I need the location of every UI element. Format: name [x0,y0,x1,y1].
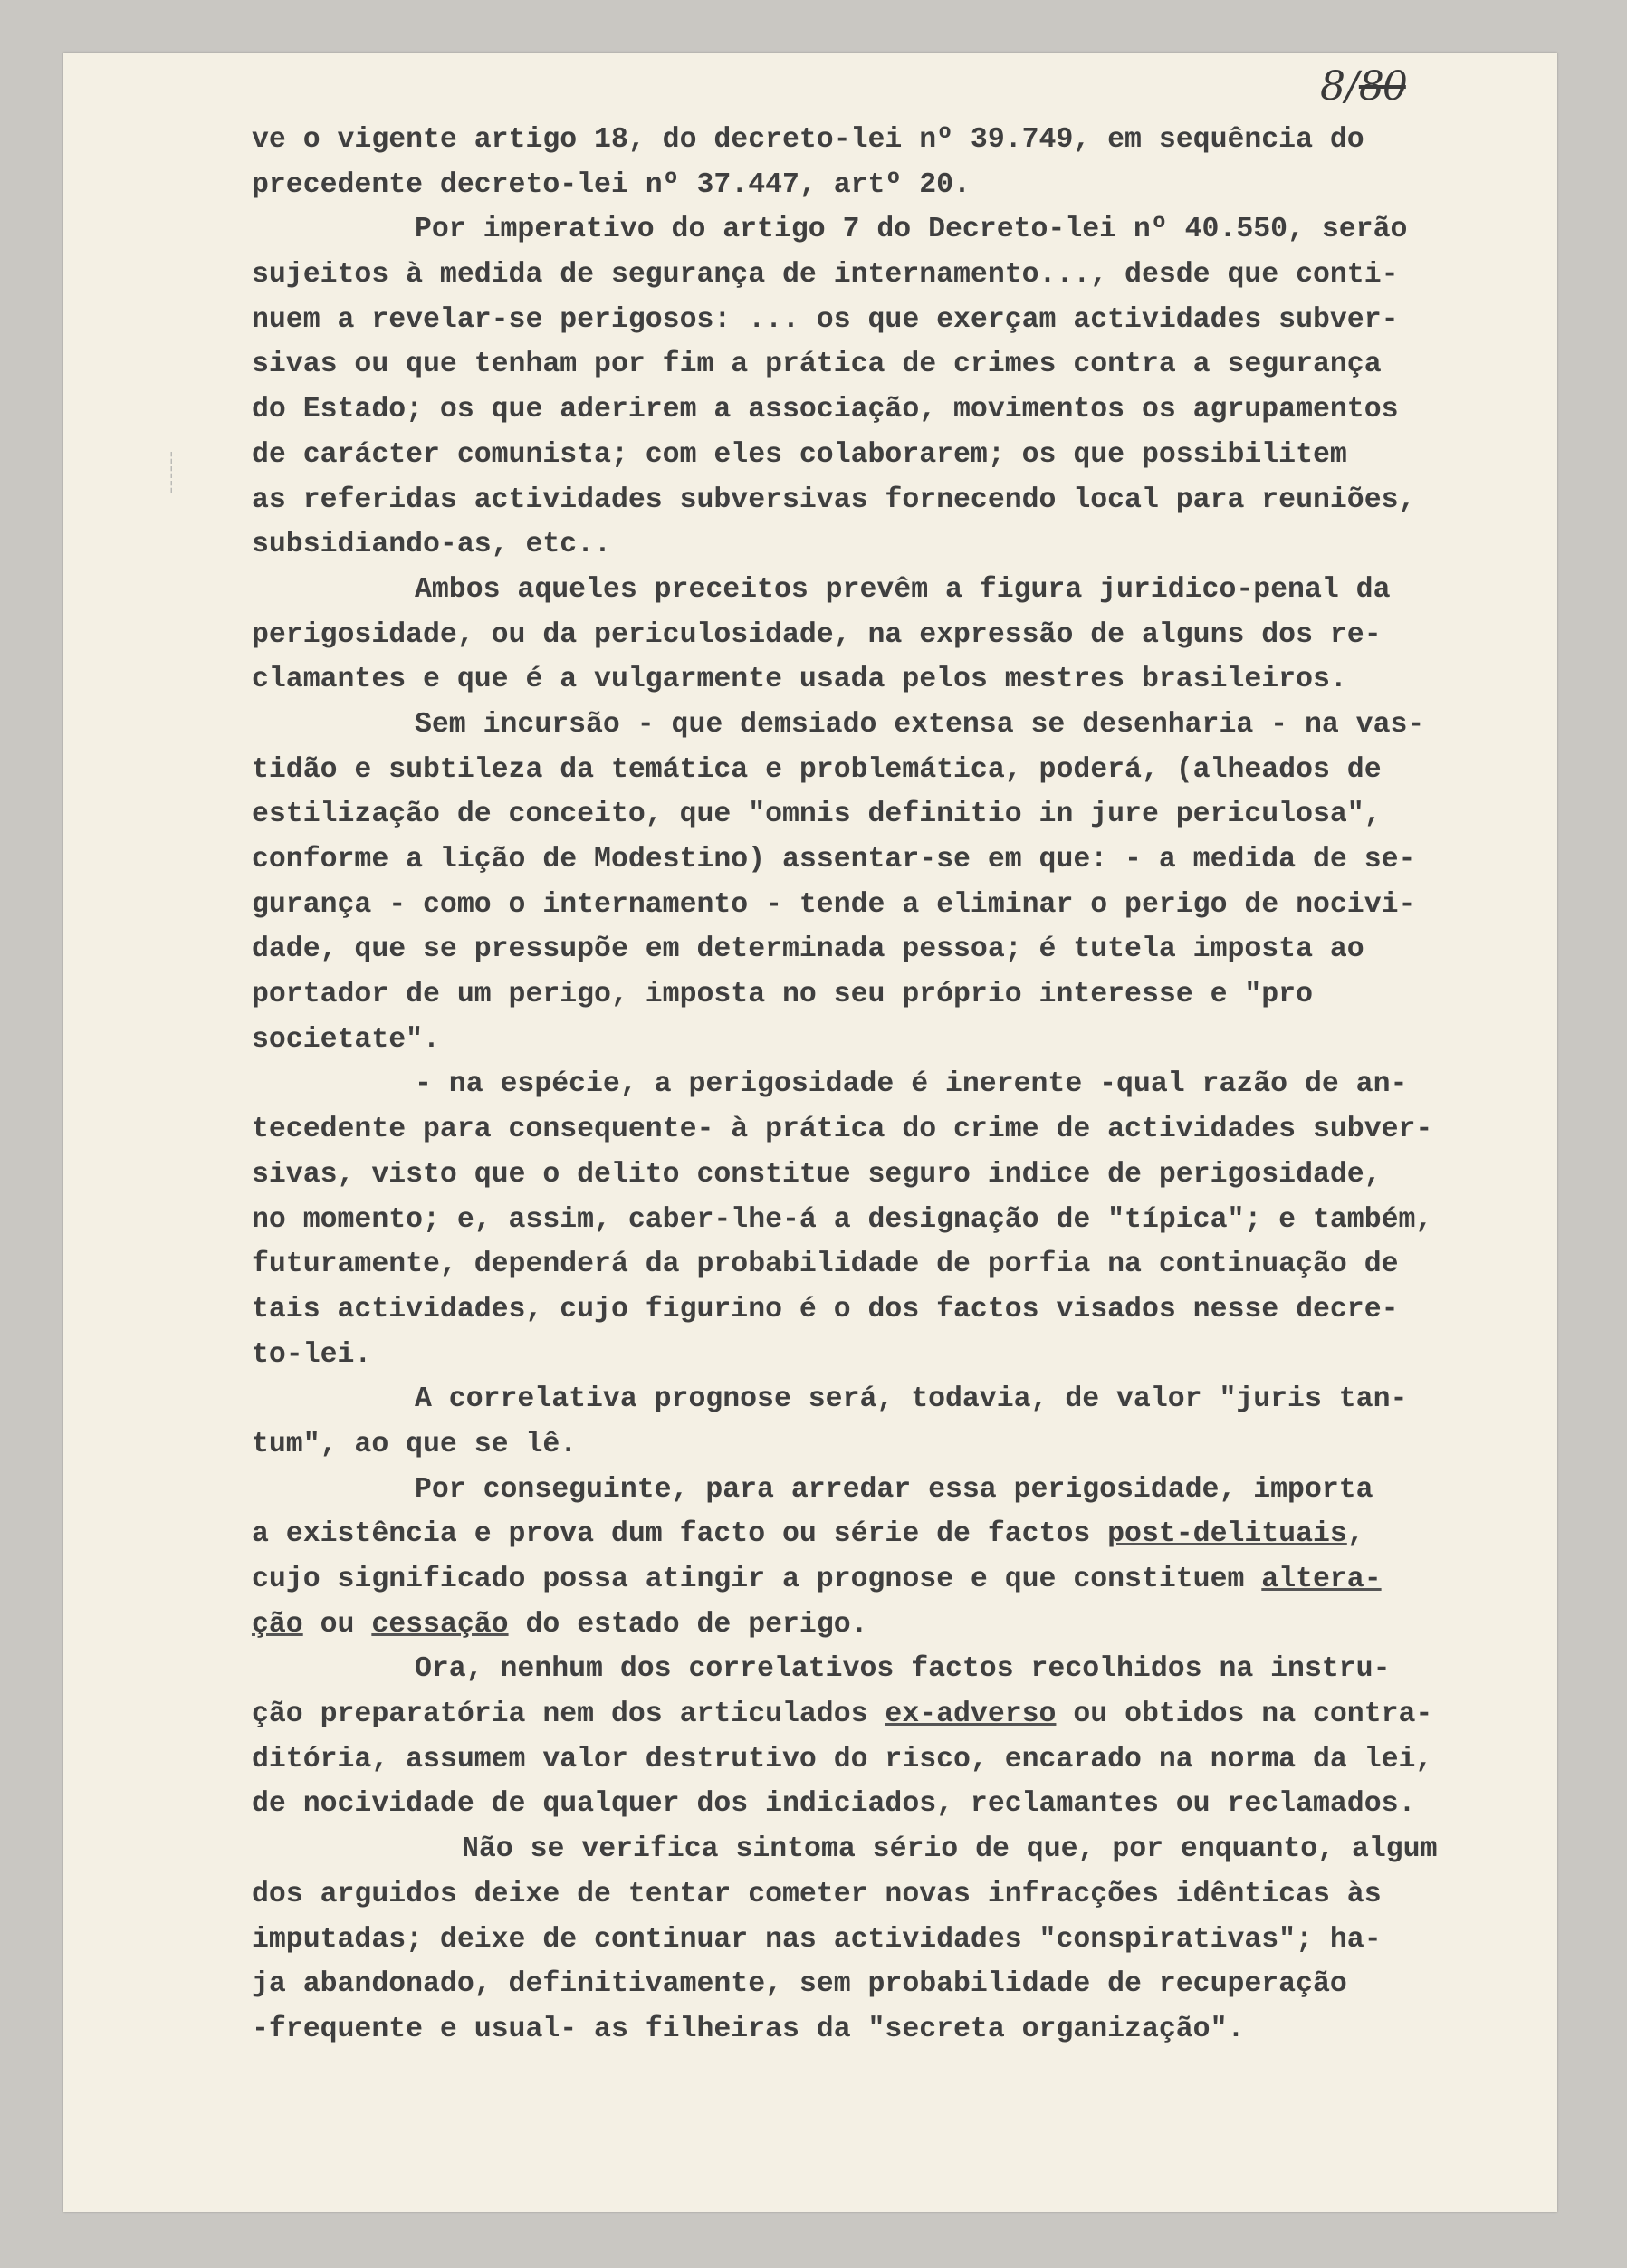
text-segment: ou obtidos na contra- [1056,1699,1433,1731]
page-number-struck: 80 [1358,63,1406,110]
text-line: Sem incursão - que demsiado extensa se desenharia - na vas- [415,708,1425,741]
text-line: de nocividade de qualquer dos indiciados, reclamantes ou reclamados. [252,1788,1416,1821]
underlined-term: altera- [1261,1564,1382,1595]
text-line: Por imperativo do artigo 7 do Decreto-lei nº 40.550, serão [415,214,1408,246]
text-line: -frequente e usual- as filheiras da "secreta organização". [252,2013,1245,2045]
underlined-term: post-delituais [1107,1518,1347,1551]
text-line: - na espécie, a perigosidade é inerente -qual razão de an- [415,1068,1408,1101]
text-segment: cujo significado possa atingir a prognose e que constituem [252,1564,1262,1595]
text-segment: ou [302,1608,372,1641]
text-line: to-lei. [252,1338,372,1371]
text-line: portador de um perigo, imposta no seu próprio interesse e "pro [252,979,1313,1011]
text-line: estilização de conceito, que "omnis definitio in jure periculosa", [252,799,1382,831]
text-line: ja abandonado, definitivamente, sem probabilidade de recuperação [252,1968,1347,2001]
underlined-term: ção [252,1608,303,1641]
text-line: tais actividades, cujo figurino é o dos factos visados nesse decre- [252,1293,1399,1325]
punch-hole-mark: ¦ ¦ ¦ [167,451,176,494]
text-segment: do estado de perigo. [508,1608,868,1641]
text-line: dade, que se pressupõe em determinada pessoa; é tutela imposta ao [252,933,1364,966]
text-line: A correlativa prognose será, todavia, de valor "juris tan- [415,1383,1408,1416]
text-line: futuramente, dependerá da probabilidade de porfia na continuação de [252,1249,1399,1281]
text-line: de carácter comunista; com eles colaborarem; os que possibilitem [252,438,1347,471]
text-line: ditória, assumem valor destrutivo do risco, encarado na norma da lei, [252,1743,1433,1775]
text-line: Ambos aqueles preceitos prevêm a figura juridico-penal da [415,573,1391,606]
text-line: do Estado; os que aderirem a associação, movimentos os agrupamentos [252,394,1399,426]
text-line: sivas ou que tenham por fim a prática de crimes contra a segurança [252,349,1382,381]
text-line: tecedente para consequente- à prática do crime de actividades subver- [252,1114,1433,1146]
text-line: ve o vigente artigo 18, do decreto-lei nº 39.749, em sequência do [252,124,1364,156]
text-line [252,1692,1574,1737]
text-line: sivas, visto que o delito constitue seguro indice de perigosidade, [252,1158,1382,1191]
text-line: as referidas actividades subversivas fornecendo local para reuniões, [252,483,1416,516]
text-line: subsidiando-as, etc.. [252,529,611,561]
text-line: tum", ao que se lê. [252,1428,578,1460]
document-body [252,118,1574,2053]
text-line: gurança - como o internamento - tende a eliminar o perigo de nocivi- [252,888,1416,921]
text-line: societate". [252,1023,440,1056]
text-line: precedente decreto-lei nº 37.447, artº 20. [252,168,971,201]
text-line [252,1512,1574,1557]
text-line: conforme a lição de Modestino) assentar-se em que: - a medida de se- [252,844,1416,876]
text-segment: a existência e prova dum facto ou série de factos [252,1518,1108,1551]
text-line: dos arguidos deixe de tentar cometer novas infracções idênticas às [252,1878,1382,1910]
text-line: Ora, nenhum dos correlativos factos recolhidos na instru- [415,1653,1391,1686]
text-segment: ção preparatória nem dos articulados [252,1699,885,1731]
page-number-prefix: 8/ [1320,63,1359,110]
text-line: imputadas; deixe de continuar nas actividades "conspirativas"; ha- [252,1923,1382,1956]
text-line: tidão e subtileza da temática e problemática, poderá, (alheados de [252,753,1382,786]
text-line: Por conseguinte, para arredar essa perigosidade, importa [415,1473,1373,1506]
text-line [252,1557,1574,1603]
text-line: sujeitos à medida de segurança de internamento..., desde que conti- [252,259,1399,292]
underlined-term: ex-adverso [885,1699,1057,1731]
text-line: perigosidade, ou da periculosidade, na expressão de alguns dos re- [252,618,1382,651]
text-segment: , [1346,1518,1364,1551]
text-line: Não se verifica sintoma sério de que, por enquanto, algum [462,1833,1438,1866]
text-line: nuem a revelar-se perigosos: ... os que exerçam actividades subver- [252,303,1399,336]
underlined-term: cessação [371,1608,509,1641]
page-number [1320,63,1406,110]
text-line [252,1603,1574,1648]
text-line: no momento; e, assim, caber-lhe-á a designação de "típica"; e também, [252,1203,1433,1236]
text-line: clamantes e que é a vulgarmente usada pelos mestres brasileiros. [252,664,1347,696]
